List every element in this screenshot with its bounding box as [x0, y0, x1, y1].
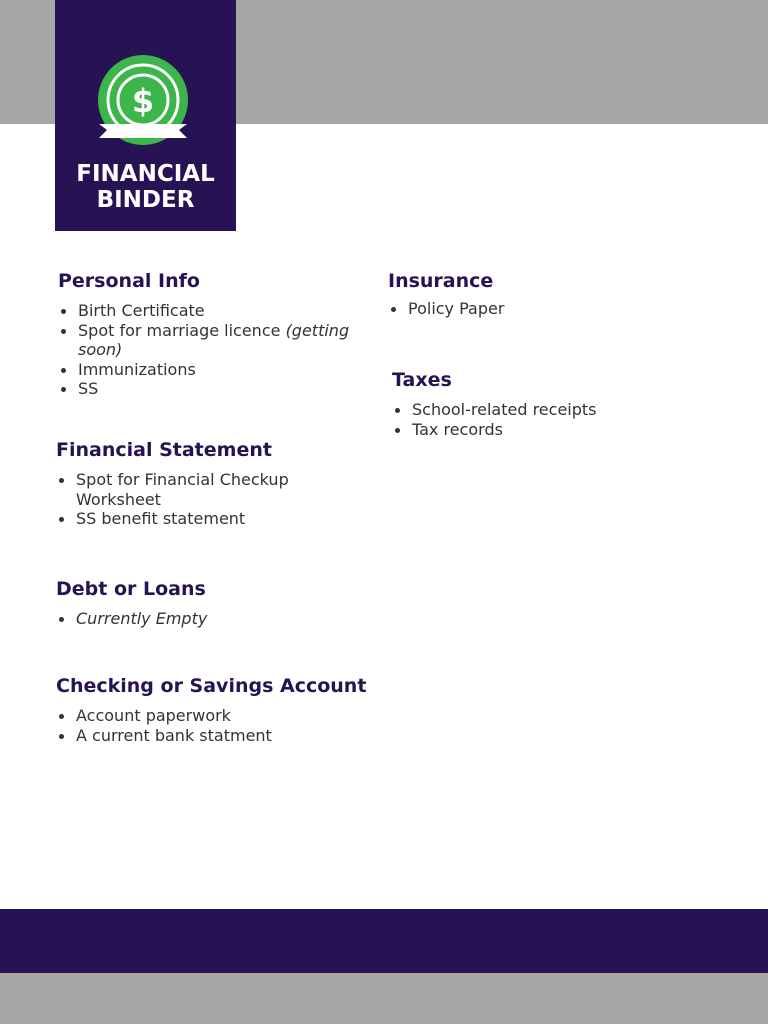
- section-personal-info: [58, 269, 358, 399]
- list-item: [58, 379, 358, 399]
- dollar-symbol: $: [131, 82, 155, 120]
- footer-purple-band: [0, 909, 768, 973]
- title-block: [55, 0, 236, 231]
- list-item-text: Account paperwork: [76, 706, 231, 725]
- list-item: [58, 301, 358, 321]
- list-item: [388, 299, 708, 319]
- section-heading: Debt or Loans: [56, 578, 206, 600]
- section-list: [56, 470, 356, 529]
- section-heading: Taxes: [392, 369, 452, 391]
- list-item-text: Tax records: [412, 419, 503, 439]
- binder-title: [55, 161, 236, 213]
- section-heading: Insurance: [388, 270, 494, 292]
- section-list: [58, 301, 358, 399]
- section-insurance: [388, 269, 708, 319]
- list-item-text: Spot for Financial Checkup Worksheet: [76, 470, 289, 509]
- dollar-badge-icon: [97, 54, 195, 146]
- list-item: [392, 420, 712, 440]
- section-debt-or-loans: [56, 577, 356, 629]
- list-item: [58, 321, 358, 360]
- list-item-text: A current bank statment: [76, 725, 272, 745]
- list-item: [56, 609, 356, 629]
- list-item-text: Immunizations: [78, 359, 196, 379]
- list-item-text: SS: [78, 379, 99, 398]
- list-item-text: SS benefit statement: [76, 509, 246, 528]
- section-list: [392, 400, 712, 439]
- list-item: [56, 726, 376, 746]
- binder-title-line1: FINANCIAL: [76, 161, 215, 187]
- section-heading: Financial Statement: [56, 439, 272, 461]
- section-list: [388, 299, 708, 319]
- binder-title-line2: BINDER: [96, 187, 195, 213]
- section-list: [56, 706, 376, 745]
- section-heading: Checking or Savings Account: [56, 675, 367, 697]
- list-item: [58, 360, 358, 380]
- list-item: [392, 400, 712, 420]
- section-list: [56, 609, 356, 629]
- list-item: [56, 470, 356, 509]
- list-item-text: Policy Paper: [408, 299, 505, 318]
- section-financial-statement: [56, 438, 356, 529]
- list-item-text: Birth Certificate: [78, 301, 205, 320]
- section-taxes: [392, 368, 712, 439]
- list-item-text: Currently Empty: [76, 609, 208, 628]
- section-heading: Personal Info: [58, 270, 200, 292]
- list-item: [56, 706, 376, 726]
- list-item: [56, 509, 356, 529]
- bottom-gray-band: [0, 973, 768, 1024]
- list-item-text: Spot for marriage licence: [78, 320, 281, 340]
- section-checking-savings: [56, 674, 376, 745]
- list-item-note: (getting soon): [78, 320, 350, 359]
- list-item-text: School-related receipts: [412, 400, 597, 419]
